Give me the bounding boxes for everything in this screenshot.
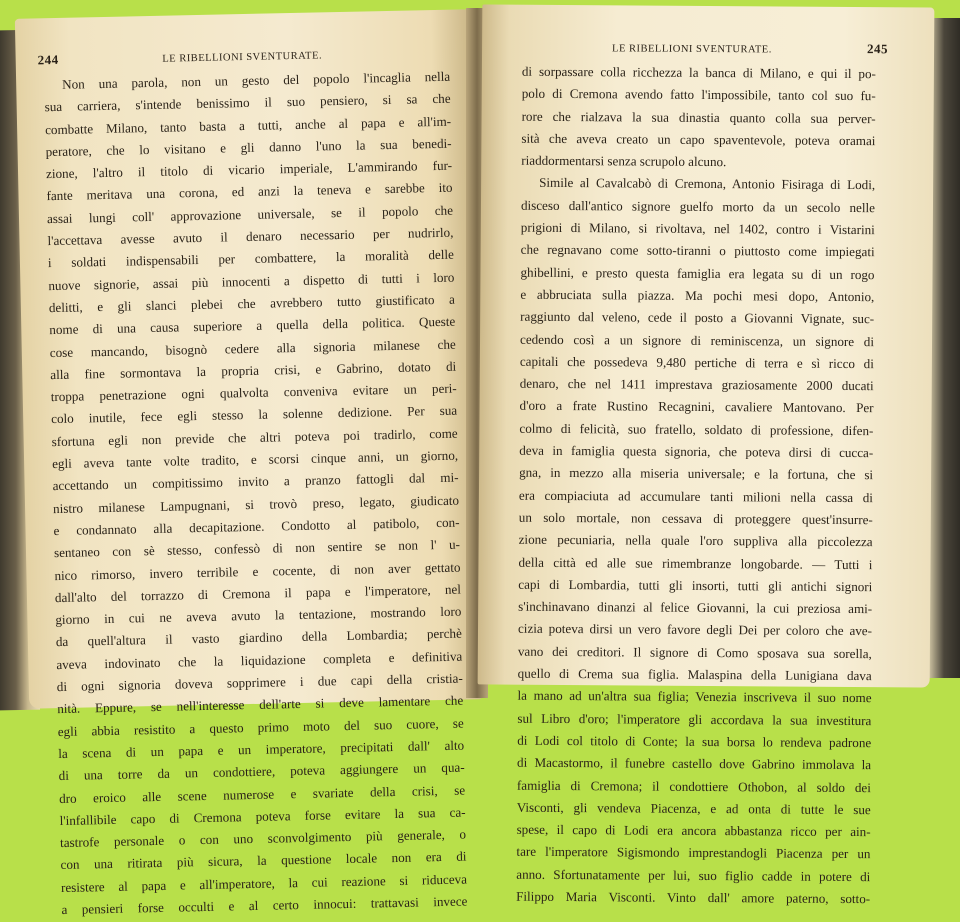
page-number: 245 bbox=[867, 41, 889, 57]
text-line: sul Libro d'oro; l'imperatore gli accordava la sua investitura bbox=[517, 710, 872, 728]
text-line: delitti, e gli slanci plebei che avrebbero tutto giustificato a bbox=[48, 291, 455, 316]
right-page bbox=[478, 4, 935, 907]
text-line: di ogni signoria doveva sopprimere i due capi della cristia- bbox=[56, 670, 463, 695]
text-line: spese, il capo di Lodi era ancora abbastanza ricco per ain- bbox=[516, 821, 871, 840]
text-line: colo inutile, fece egli stesso la solenne dedizione. Per sua bbox=[51, 403, 458, 427]
text-line: cose mancando, bisognò cedere alla signoria milanese che bbox=[49, 336, 456, 360]
text-line: con una ritirata più sicura, la questione locale non era di bbox=[60, 848, 467, 873]
text-line: di sorpassare colla ricchezza la banca di Milano, e qui il po- bbox=[521, 63, 876, 82]
text-line: ghibellini, e presto questa famiglia era legata su di un rogo bbox=[520, 264, 875, 282]
text-line: sua carriera, s'intende benissimo il suo pensiero, si sa che bbox=[44, 90, 451, 115]
text-line: colmo di felicità, suo fratello, soldato di professione, difen- bbox=[519, 420, 874, 438]
text-line: vano dei creditori. Il signore di Como sposava sua sorella, bbox=[517, 643, 872, 661]
text-line: Simile al Cavalcabò di Cremona, Antonio Fisiraga di Lodi, bbox=[539, 175, 876, 193]
text-line: rore che rialzava la sua dinastia quanto colla sua perver- bbox=[521, 108, 876, 126]
text-line: nistro milanese Lampugnani, si trovò preso, legato, giudicato bbox=[52, 492, 460, 516]
left-page-body-text bbox=[16, 59, 486, 922]
text-line: resistere al papa e all'imperatore, la cui reazione si riduceva bbox=[60, 871, 468, 895]
text-line: alla fine sormontava la propria crisi, e Gabrino, dotato di bbox=[50, 358, 457, 383]
running-head: LE RIBELLIONI SVENTURATE. bbox=[612, 43, 772, 56]
text-line: fante meritava una corona, ed anzi la teneva e sarebbe ito bbox=[46, 180, 453, 204]
text-line: l'accettava avesse avuto il denaro necessario per nudrirlo, bbox=[47, 224, 454, 249]
text-line: l'infallibile capo di Cremona poteva forse evitare la sua ca- bbox=[59, 804, 466, 828]
text-line: troppa penetrazione ogni qualvolta conveniva evitare un peri- bbox=[50, 380, 457, 405]
text-line: d'oro a frate Rustino Recagnini, cavaliere Mantovano. Per bbox=[519, 398, 874, 416]
text-line: un solo mortale, non cessava di proteggere quest'insurre- bbox=[518, 509, 873, 528]
text-line: assai lungi coll' approvazione universale, se il popolo che bbox=[46, 202, 454, 226]
text-line: egli abbia resistito a questo primo moto del suo cuore, se bbox=[57, 715, 464, 739]
text-line: nome di una causa superiore a quella della politica. Queste bbox=[49, 313, 456, 338]
text-line: nico rimorso, invero terribile e cocente, di non aver gettato bbox=[54, 559, 461, 583]
text-line: zione, l'altro il titolo di vicario imperiale, L'ammirando fur- bbox=[45, 157, 453, 182]
text-line: a pensieri forse occulti e al certo innocui: trattavasi invece bbox=[61, 893, 468, 918]
text-line: combatte Milano, tanto basta a tutti, anche al papa e all'im- bbox=[44, 113, 452, 137]
text-line: la scena di un papa e un imperatore, precipitati dall' alto bbox=[58, 737, 465, 761]
text-line: egli aveva tante volte tradito, e scorsi cinque anni, un giorno, bbox=[51, 447, 459, 472]
text-line: prigioni di Milano, si rivoltava, nel 1402, contro i Vistarini bbox=[520, 219, 875, 238]
left-page bbox=[15, 9, 481, 918]
text-line: polo di Cremona avendo fatto l'impossibile, tanto col suo fu- bbox=[521, 86, 876, 104]
text-line: dall'alto del torrazzo di Cremona il papa e l'imperatore, nel bbox=[54, 581, 462, 605]
text-line: era compiaciuta ad accumulare tanti milioni nella cassa di bbox=[518, 487, 874, 505]
text-line: che regnavano come sotto-tiranni o piuttosto come impiegati bbox=[520, 242, 875, 260]
text-line: s'inchinavano dinanzi al felice Giovanni, la cui preziosa ami- bbox=[518, 598, 873, 617]
text-line: di una torre da un condottiere, poteva aggiungere un qua- bbox=[58, 759, 465, 784]
text-line: cizia poteva dirsi un vero favore degli Dei per coloro che ave- bbox=[517, 621, 873, 639]
text-line: sentaneo con sè stesso, confessò di non sentire se non l' u- bbox=[53, 536, 461, 561]
running-head: LE RIBELLIONI SVENTURATE. bbox=[162, 50, 323, 65]
text-line: zione pecuniaria, nella quale l'oro suppliva alla piccolezza bbox=[518, 531, 873, 550]
text-line: giorno in cui ne aveva avuto la tentazione, mostrando loro bbox=[55, 603, 462, 628]
text-line: disceso dall'antico signore guelfo morto da un secolo nelle bbox=[520, 197, 876, 215]
text-line: sità che aveva creato un capo spaventevole, poteva oramai bbox=[521, 130, 876, 149]
text-line: nuove signorie, assai più innocenti a dispetto di tutti i loro bbox=[48, 269, 455, 293]
text-line: anno. Sfortunatamente per lui, suo figlio cadde in potere di bbox=[516, 866, 871, 884]
text-line: della città ed alle sue rimembranze longobarde. — Tutti i bbox=[518, 554, 873, 572]
page-number: 244 bbox=[37, 51, 59, 68]
text-line: tare l'imperatore Sigismondo imprestandogli Piacenza per un bbox=[516, 844, 871, 862]
text-line: Filippo Maria Visconti. Vinto dall' amore paterno, sotto- bbox=[516, 888, 871, 907]
text-line: i soldati indispensabili per combattere, la moralità delle bbox=[47, 247, 455, 271]
text-line: cedendo così a un signore di reminiscenza, un signore di bbox=[519, 331, 875, 349]
text-line: e abbruciata sulla piazza. Ma pochi mesi dopo, Antonio, bbox=[520, 286, 875, 305]
text-line: la mano ad un'altra sua figlia; Venezia inscriveva il suo nome bbox=[517, 688, 872, 706]
text-line: dro eroico alle scene numerose e svariate della crisi, se bbox=[58, 782, 466, 806]
text-line: tastrofe personale o con uno sconvolgimento più generale, o bbox=[59, 826, 467, 851]
text-line: aveva indovinato che la liquidazione completa e definitiva bbox=[56, 648, 463, 672]
text-line: di Macastormo, il funebre castello dove Gabrino immolava la bbox=[517, 754, 872, 773]
text-line: famiglia di Cremona; il condottiere Othobon, al soldo dei bbox=[516, 777, 871, 795]
right-page-body-text bbox=[476, 54, 934, 910]
text-line: deva in famiglia questa signoria, che poteva dirsi di cucca- bbox=[519, 442, 874, 461]
text-line: da quell'altura il vasto giardino della Lombardia; perchè bbox=[55, 626, 462, 650]
text-line: capitali che possedeva 9,480 pertiche di terra e sì ricco di bbox=[519, 353, 874, 372]
text-line: Non una parola, non un gesto del popolo l'incaglia nella bbox=[62, 68, 451, 92]
text-line: capi di Lombardia, tutti gli insorti, tutti gli antichi signori bbox=[518, 576, 873, 594]
text-line: raggiunto dal veleno, cede il posto a Giovanni Vignate, suc- bbox=[520, 308, 875, 327]
text-line: di Lodi col titolo di Conte; la sua borsa lo rendeva padrone bbox=[517, 732, 872, 751]
text-line: sfortuna egli non previde che altri poteva poi tradirlo, come bbox=[51, 425, 458, 449]
text-line: e condannato alla decapitazione. Condotto al patibolo, con- bbox=[53, 514, 460, 539]
text-line: quello di Crema sua figlia. Malaspina della Lunigiana dava bbox=[517, 665, 872, 684]
text-line: accettando un compitissimo invito a pranzo fattogli dal mi- bbox=[52, 469, 459, 494]
text-line: gna, in mezzo alla miseria universale; e la fortuna, che si bbox=[519, 465, 874, 483]
text-line: peratore, che lo visitano e gli danno l'uno la sua benedi- bbox=[45, 135, 452, 160]
text-line: nità. Eppure, se nell'interesse dell'arte si deve lamentare che bbox=[57, 692, 464, 717]
text-line: Visconti, gli vendeva Piacenza, e ad onta di tutte le sue bbox=[516, 799, 871, 817]
text-line: denaro, che nel 1411 imprestava graziosamente 2000 ducati bbox=[519, 375, 874, 394]
text-line: riaddormentarsi senza scrupolo alcuno. bbox=[521, 152, 727, 170]
